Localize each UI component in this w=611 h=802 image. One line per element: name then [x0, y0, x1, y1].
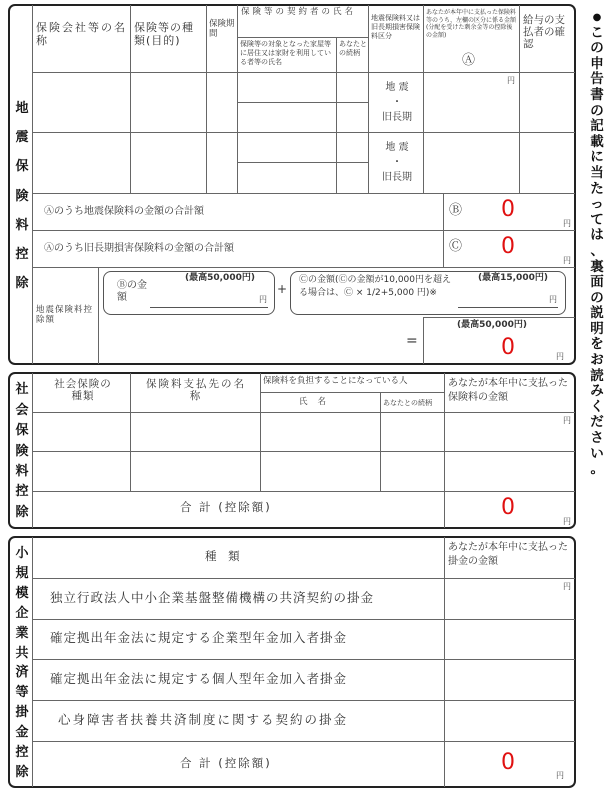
header-relation: あなたとの続柄 — [339, 40, 367, 57]
b-amount-label: Ⓑの金額 — [117, 280, 147, 303]
yen-unit: 円 — [556, 352, 564, 361]
header-period: 保険期間 — [209, 19, 235, 39]
sum-earthquake-value[interactable]: 0 — [501, 197, 515, 222]
header-policy-holder: 保険等の契約者の氏名 — [241, 7, 357, 17]
header-category: 地震保険料又は旧長期損害保険料区分 — [371, 14, 420, 40]
header-payer-name: 氏名 — [299, 397, 337, 407]
yen-unit: 円 — [563, 416, 571, 425]
side-note-char: さ — [590, 430, 604, 447]
yen-unit: 円 — [563, 517, 571, 526]
earthquake-section-title: 地 震 保 険 料 控 除 — [15, 101, 29, 291]
side-note-char: は — [590, 227, 604, 244]
category-option[interactable]: 地 震 ・ 旧長期 — [382, 82, 412, 123]
side-note-char: 当 — [590, 164, 604, 181]
side-note-char: て — [590, 211, 604, 228]
header-amount-mark: Ⓐ — [462, 53, 476, 68]
side-note-char: 読 — [590, 367, 604, 384]
contract-row-corporate-dc: 確定拠出年金法に規定する企業型年金加入者掛金 — [50, 630, 348, 645]
side-note-char: に — [590, 149, 604, 166]
header-social-amount: あなたが本年中に支払った保険料の金額 — [448, 378, 568, 403]
side-note-char: た — [590, 180, 604, 197]
sum-earthquake-mark: Ⓑ — [449, 203, 463, 218]
side-note-char: 記 — [590, 118, 604, 135]
side-note-char: の — [590, 102, 604, 119]
side-note-char: 裏 — [590, 258, 604, 275]
small-business-mutual-aid-section — [8, 536, 576, 788]
contract-row-disability-mutual: 心身障害者扶養共済制度に関する契約の掛金 — [58, 712, 349, 727]
side-note-char: 面 — [590, 274, 604, 291]
side-note-char: 告 — [590, 71, 604, 88]
side-note-char: の — [590, 289, 604, 306]
social-section-title: 社 会 保 険 料 控 除 — [15, 382, 29, 520]
category-option[interactable]: 地 震 ・ 旧長期 — [382, 142, 412, 183]
contract-row-smrj: 独立行政法人中小企業基盤整備機構の共済契約の掛金 — [50, 590, 375, 605]
header-payer: 保険料を負担することになっている人 — [263, 376, 408, 386]
yen-unit: 円 — [563, 582, 571, 591]
c-max-label: (最高15,000円) — [478, 273, 548, 283]
equals-sign: = — [406, 333, 418, 349]
header-insured-person: 保険等の対象となった家屋等に居住又は家財を利用している者等の氏名 — [240, 40, 331, 66]
note-bullet-icon: ● — [592, 12, 602, 23]
total-max-label: (最高50,000円) — [457, 320, 527, 330]
side-note-char: 申 — [590, 55, 604, 72]
b-max-label: (最高50,000円) — [185, 273, 255, 283]
social-total-value[interactable]: 0 — [501, 495, 515, 520]
side-note-char: 。 — [590, 461, 604, 478]
side-note-char: 書 — [590, 86, 604, 103]
side-note-char: を — [590, 336, 604, 353]
contract-row-individual-dc: 確定拠出年金法に規定する個人型年金加入者掛金 — [50, 671, 348, 686]
plus-sign: + — [277, 282, 288, 296]
header-employer-confirm: 給与の支払者の確認 — [523, 14, 565, 51]
side-note-char: 明 — [590, 320, 604, 337]
side-note-char: っ — [590, 196, 604, 213]
yen-unit: 円 — [259, 295, 267, 304]
deduction-label: 地震保険料控除額 — [36, 305, 94, 325]
sum-earthquake-label: Ⓐのうち地震保険料の金額の合計額 — [44, 206, 204, 217]
small-business-total-value[interactable]: 0 — [501, 750, 515, 775]
header-insurer: 保険会社等の名称 — [36, 21, 127, 47]
sum-old-longterm-value[interactable]: 0 — [501, 234, 515, 259]
side-instruction-note — [585, 10, 609, 478]
side-note-char: お — [590, 352, 604, 369]
header-paid-amount: あなたが本年中に支払った保険料等のうち、左欄の区分に係る金額(分配を受けた剰余金等の控除後の金額) — [426, 9, 517, 39]
side-note-char: 、 — [590, 242, 604, 259]
side-note-char: く — [590, 398, 604, 415]
side-note-char: い — [590, 445, 604, 462]
yen-unit: 円 — [556, 771, 564, 780]
header-contract-type: 種 類 — [205, 549, 244, 563]
social-total-label: 合 計 (控除額) — [180, 500, 272, 514]
header-payer-relation: あなたとの続柄 — [383, 399, 432, 407]
side-note-char: み — [590, 383, 604, 400]
b-amount-field[interactable] — [150, 307, 268, 308]
header-social-type: 社会保険の種類 — [54, 378, 112, 403]
side-note-char: 説 — [590, 305, 604, 322]
c-formula: Ⓒの金額(Ⓒの金額が10,000円を超える場合は、Ⓒ × 1/2+5,000 円)※ — [299, 275, 452, 298]
header-insurance-type: 保険等の種類(目的) — [134, 21, 194, 47]
side-note-char: 載 — [590, 133, 604, 150]
earthquake-deduction-value[interactable]: 0 — [501, 335, 515, 360]
small-business-section-title: 小 規 模 企 業 共 済 等 掛 金 控 除 — [15, 545, 29, 781]
header-premium-amount: あなたが本年中に支払った掛金の金額 — [448, 542, 568, 567]
sum-old-longterm-label: Ⓐのうち旧長期損害保険料の金額の合計額 — [44, 243, 234, 254]
small-business-total-label: 合 計 (控除額) — [180, 756, 272, 770]
c-amount-field[interactable] — [458, 307, 558, 308]
side-note-char: こ — [590, 24, 604, 41]
header-payee: 保険料支払先の名称 — [146, 378, 246, 403]
sum-old-longterm-mark: Ⓒ — [449, 239, 463, 254]
yen-unit: 円 — [563, 256, 571, 265]
yen-unit: 円 — [563, 219, 571, 228]
side-note-char: の — [590, 40, 604, 57]
side-note-char: だ — [590, 414, 604, 431]
yen-unit: 円 — [507, 76, 515, 85]
yen-unit: 円 — [549, 295, 557, 304]
